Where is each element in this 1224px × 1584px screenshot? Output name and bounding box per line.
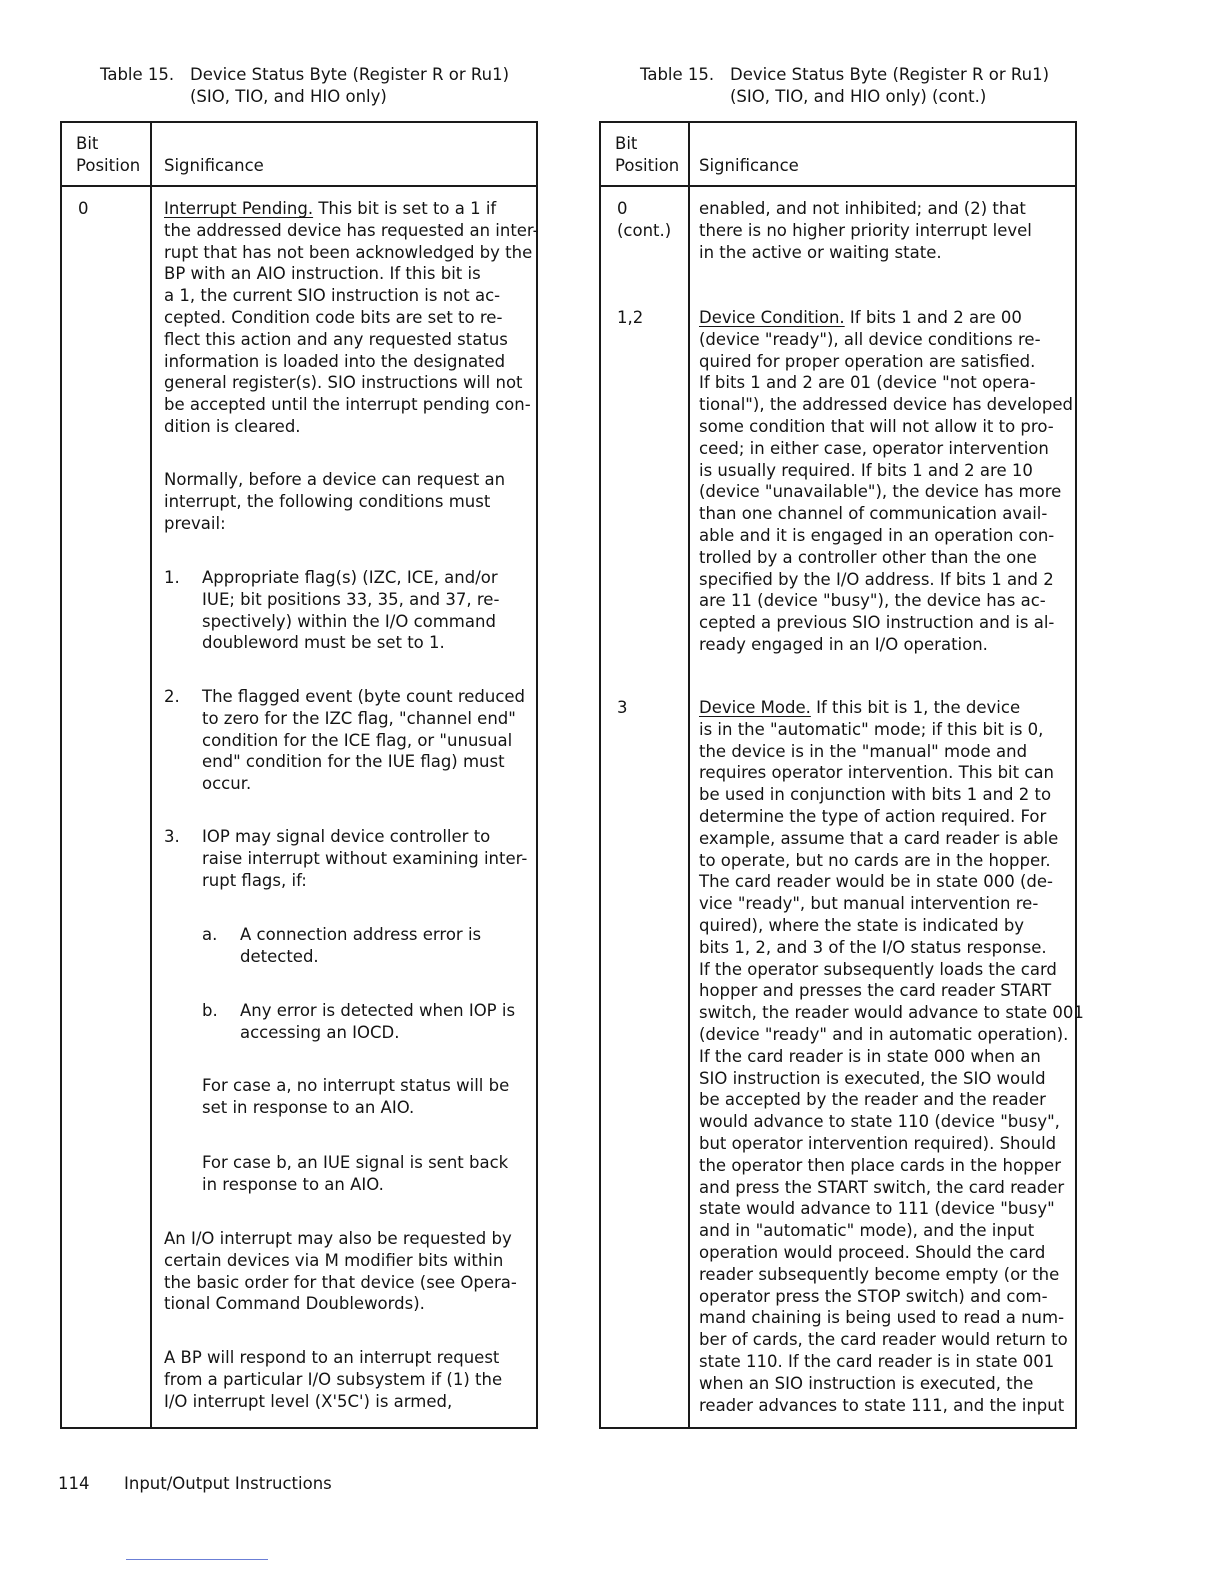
paragraph: A BP will respond to an interrupt request from a particular I/O subsystem if (1) the I/O interrupt level (X'5C') is armed,: [164, 1348, 503, 1411]
paragraph: For case a, no interrupt status will be set in response to an AIO.: [202, 1076, 510, 1117]
list-item: 1. Appropriate flag(s) (IZC, ICE, and/or IUE; bit positions 33, 35, and 37, re- spectively) within the I/O command doubleword must be set to 1.: [164, 568, 500, 653]
caption-label: Table 15.: [100, 65, 175, 84]
scan-artifact-line: [126, 1559, 268, 1560]
paragraph: Normally, before a device can request an interrupt, the following conditions must prevail:: [164, 470, 506, 533]
caption-title-line: Device Status Byte (Register R or Ru1): [190, 65, 510, 84]
paragraph: An I/O interrupt may also be requested by certain devices via M modifier bits within the basic order for that device (see Opera- tional Command Doublewords).: [164, 1229, 517, 1314]
status-table-right: [599, 121, 1084, 1429]
caption-title-line: (SIO, TIO, and HIO only): [190, 87, 387, 106]
row-text: Interrupt Pending. This bit is set to a 1 if the addressed device has requested an inter- rupt that has not been acknowledged by the BP with an AIO instruction. If this bit is a 1, the current SIO instruction is not ac- cepted. Condition code bits are set to re- flect this action and any requested status information is loaded into the designated general register(s). SIO instructions will not be accepted until the interrupt pending con- dition is cleared.: [164, 199, 539, 436]
caption-label: Table 15.: [640, 65, 715, 84]
row-text: Device Condition. If bits 1 and 2 are 00 (device "ready"), all device conditions re- quired for proper operation are satisfied. If bits 1 and 2 are 01 (device "not opera- tional"), the addressed device has developed some condition that will not allow it to pro- ceed; in either case, operator intervention is usually required. If bits 1 and 2 are 10 (device "unavailable"), the device has more than one channel of communication avail- able and it is engaged in an operation con- trolled by a controller other than the one specified by the I/O address. If bits 1 and 2 are 11 (device "busy"), the device has ac- cepted a previous SIO instruction and is al- ready engaged in an I/O operation.: [699, 308, 1074, 654]
list-subitem: b. Any error is detected when IOP is accessing an IOCD.: [202, 1001, 516, 1042]
row-position: 0: [78, 199, 89, 218]
column-divider: [688, 123, 690, 1427]
caption-title-line: Device Status Byte (Register R or Ru1): [730, 65, 1050, 84]
list-item: 3. IOP may signal device controller to raise interrupt without examining inter- rupt flags, if:: [164, 827, 528, 890]
status-table-left: [60, 121, 538, 1429]
field-heading: Device Mode.: [699, 698, 811, 717]
list-subitem: a. A connection address error is detected.: [202, 925, 482, 966]
list-item: 2. The flagged event (byte count reduced to zero for the IZC flag, "channel end" condition for the ICE flag, or "unusual end" condition for the IUE flag) must occur.: [164, 687, 526, 794]
row-position: 3: [617, 698, 628, 717]
section-title: Input/Output Instructions: [124, 1474, 332, 1493]
field-heading: Interrupt Pending.: [164, 199, 314, 218]
row-text: enabled, and not inhibited; and (2) that there is no higher priority interrupt level in the active or waiting state.: [699, 199, 1032, 262]
page-number: 114: [58, 1474, 90, 1493]
header-significance: Significance: [164, 156, 264, 175]
table-caption-left: [100, 64, 509, 108]
header-bit-position: Bit Position: [615, 134, 680, 175]
paragraph: For case b, an IUE signal is sent back in response to an AIO.: [202, 1153, 509, 1194]
row-position: 0 (cont.): [617, 199, 672, 240]
header-bit-position: Bit Position: [76, 134, 141, 175]
column-divider: [150, 123, 152, 1427]
field-heading: Device Condition.: [699, 308, 845, 327]
page-footer: [58, 1474, 332, 1493]
row-position: 1,2: [617, 308, 644, 327]
header-significance: Significance: [699, 156, 799, 175]
header-divider: [62, 185, 536, 187]
header-divider: [601, 185, 1075, 187]
caption-title-line: (SIO, TIO, and HIO only) (cont.): [730, 87, 987, 106]
row-text: Device Mode. If this bit is 1, the device is in the "automatic" mode; if this bit is 0, the device is in the "manual" mode and requires operator intervention. This bit can be used in conjunction with bits 1 and 2 to determine the type of action required. For example, assume that a card reader is able to operate, but no cards are in the hopper. The card reader would be in state 000 (de- vice "ready", but manual intervention re- quired), where the state is indicated by bits 1, 2, and 3 of the I/O status response. If the operator subsequently loads the card hopper and presses the card reader START switch, the reader would advance to state 001 (device "ready" and in automatic operation). If the card reader is in state 000 when an SIO instruction is executed, the SIO would be accepted by the reader and the reader would advance to state 110 (device "busy", but operator intervention required). Should the operator then place cards in the hopper and press the START switch, the card reader state would advance to 111 (device "busy" and in "automatic" mode), and the input operation would proceed. Should the card reader subsequently become empty (or the operator press the STOP switch) and com- mand chaining is being used to read a num- ber of cards, the card reader would return to state 110. If the card reader is in state 001 when an SIO instruction is executed, the reader advances to state 111, and the input: [699, 698, 1084, 1415]
table-caption-right: [640, 64, 1049, 108]
